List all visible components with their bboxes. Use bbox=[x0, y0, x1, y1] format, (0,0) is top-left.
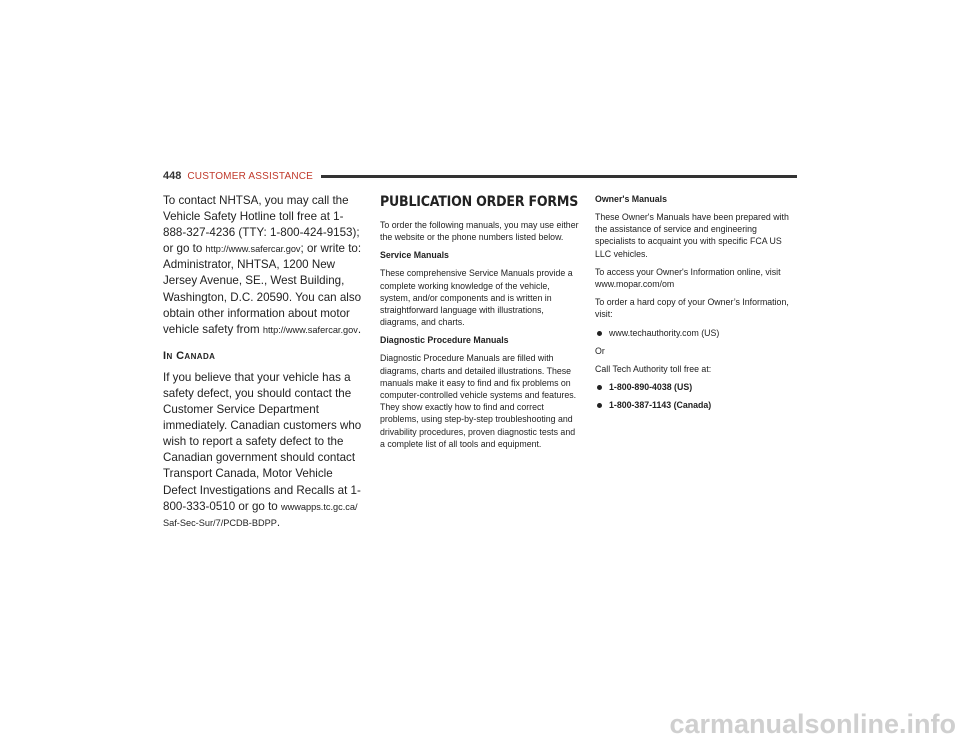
nhtsa-text-1: To contact NHTSA, you may call the Vehicle Safety Hotline toll free at 1-888-327-4236 (TTY: 1-800-424-9153); or go to bbox=[163, 194, 360, 256]
list-item bbox=[595, 399, 797, 411]
online-access-paragraph: To access your Owner's Information online, visit www.mopar.com/om bbox=[595, 266, 781, 290]
nhtsa-paragraph bbox=[163, 193, 365, 338]
nhtsa-url-2[interactable]: http://www.safercar.gov bbox=[262, 324, 358, 335]
canada-url[interactable]: wwwapps.tc.gc.ca/ Saf-Sec-Sur/7/PCDB-BDPP bbox=[163, 501, 358, 528]
right-column bbox=[595, 193, 797, 418]
bullet-text: 1-800-890-4038 (US) bbox=[609, 382, 693, 393]
phone-bullet-list bbox=[595, 381, 797, 411]
list-item[interactable] bbox=[595, 327, 797, 339]
intro-paragraph: To order the following manuals, you may use either the website or the phone numbers listed below. bbox=[380, 220, 579, 243]
section-title: CUSTOMER ASSISTANCE bbox=[187, 170, 314, 182]
hard-copy-paragraph: To order a hard copy of your Owner’s Information, visit: bbox=[595, 297, 789, 320]
middle-column bbox=[380, 193, 580, 456]
diagnostic-manuals-heading: Diagnostic Procedure Manuals bbox=[380, 335, 509, 346]
owners-manuals-heading: Owner's Manuals bbox=[595, 194, 667, 204]
canada-text-2: . bbox=[276, 515, 281, 529]
call-text: Call Tech Authority toll free at: bbox=[595, 364, 712, 375]
service-manuals-paragraph: These comprehensive Service Manuals provide a complete working knowledge of the vehicle, system, and/or components and is written in straightforward language with illustrations, diagrams, and charts. bbox=[380, 268, 573, 328]
canada-paragraph bbox=[163, 370, 365, 531]
service-manuals-heading: Service Manuals bbox=[380, 250, 449, 261]
canada-heading: In Canada bbox=[163, 349, 216, 362]
bullet-text: 1-800-387-1143 (Canada) bbox=[609, 400, 712, 411]
bullet-dot-icon bbox=[597, 331, 602, 336]
canada-text-1: If you believe that your vehicle has a safety defect, you should contact the Customer Service Department immediately. Canadian customers who wish to report a safety defect to the Canadian government should contact Transport Canada, Motor Vehicle Defect Investigations and Recalls at 1-800-333-0510 or go to bbox=[163, 370, 362, 513]
page-number: 448 bbox=[163, 170, 182, 182]
bullet-text: www.techauthority.com (US) bbox=[609, 327, 720, 338]
list-item bbox=[595, 381, 797, 393]
nhtsa-text-3: . bbox=[357, 322, 362, 336]
nhtsa-url-1[interactable]: http://www.safercar.gov bbox=[205, 244, 301, 255]
bullet-dot-icon bbox=[597, 403, 602, 408]
or-text: Or bbox=[595, 345, 605, 356]
watermark: carmanualsonline.info bbox=[669, 709, 956, 739]
header-rule bbox=[321, 175, 797, 178]
nhtsa-text-2: ; or write to: Administrator, NHTSA, 1200 New Jersey Avenue, SE., West Building, Washington, D.C. 20590. You can also obtain other information about motor vehicle safety from bbox=[163, 242, 362, 336]
web-bullet-list bbox=[595, 327, 797, 339]
page-header bbox=[163, 168, 797, 184]
owners-manuals-paragraph: These Owner's Manuals have been prepared with the assistance of service and engineering specialists to acquaint you with specific FCA US LLC vehicles. bbox=[595, 212, 789, 259]
bullet-dot-icon bbox=[597, 385, 602, 390]
diagnostic-manuals-paragraph: Diagnostic Procedure Manuals are filled with diagrams, charts and detailed illustrations. These manuals make it easy to find and fix problems on computer-controlled vehicle systems and features. They show exactly how to find and correct problems, using step-by-step troubleshooting and drivability procedures, proven diagnostic tests and a complete list of all tools and equipment. bbox=[380, 353, 577, 449]
publication-order-forms-title: PUBLICATION ORDER FORMS bbox=[380, 194, 579, 210]
left-column bbox=[163, 193, 365, 531]
